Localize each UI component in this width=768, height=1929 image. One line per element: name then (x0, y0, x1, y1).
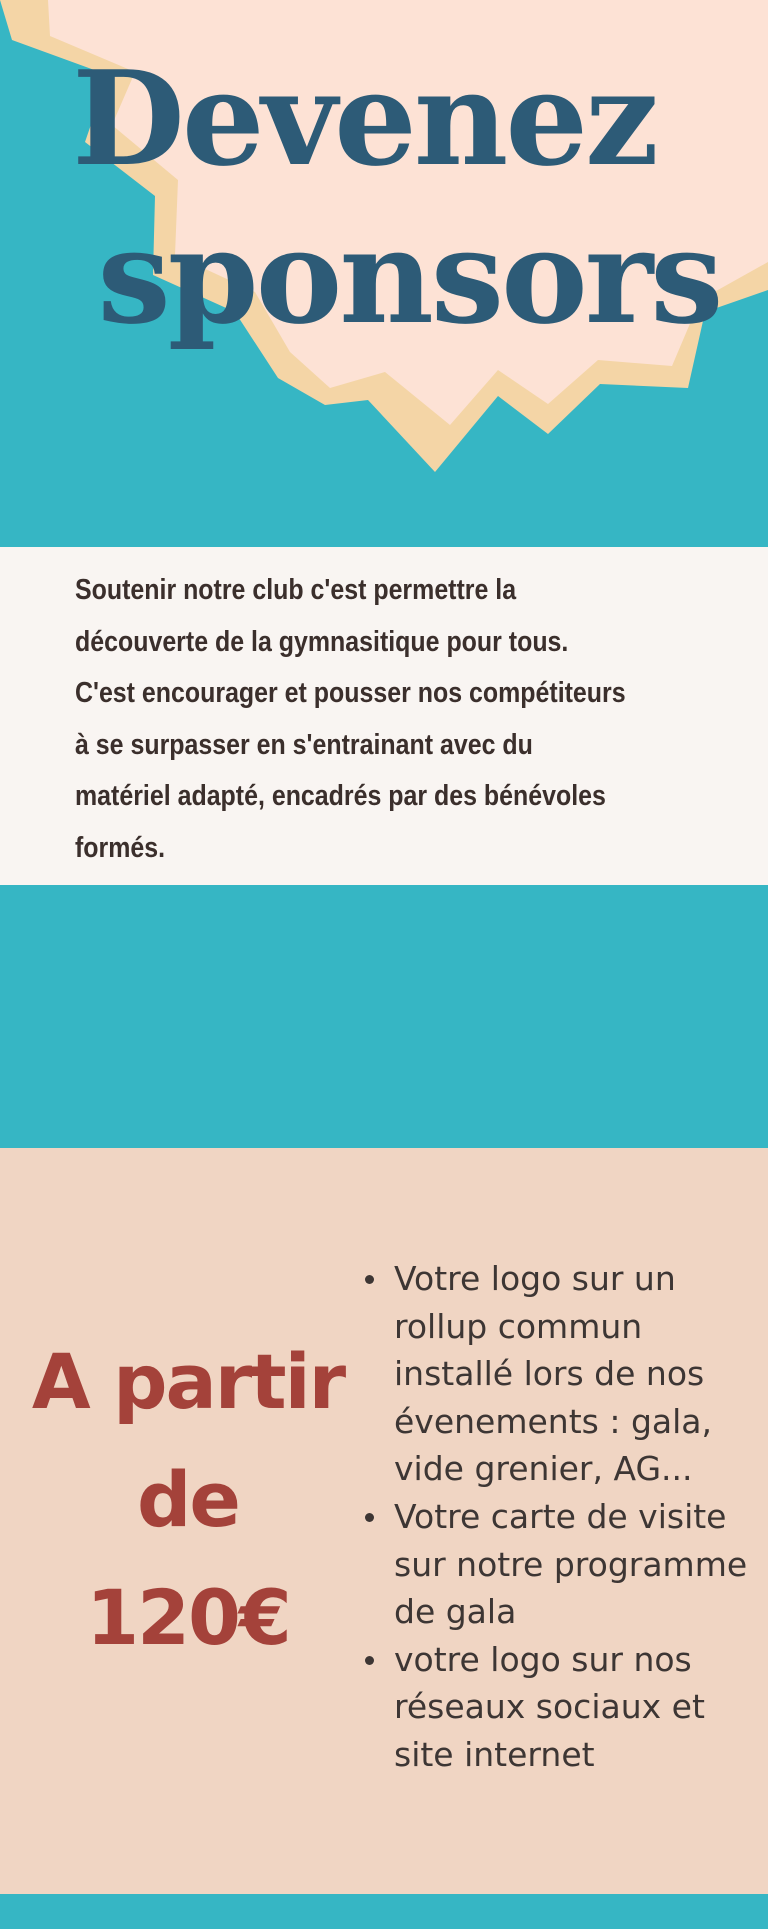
intro-section (0, 547, 768, 885)
benefit-text: Votre carte de visite sur notre programme de gala (394, 1496, 748, 1632)
bullet-icon (365, 1656, 374, 1665)
bullet-icon (365, 1513, 374, 1522)
benefit-text: votre logo sur nos réseaux sociaux et site internet (394, 1639, 705, 1774)
intro-text: Soutenir notre club c'est permettre la découverte de la gymnasitique pour tous. C'est encourager et pousser nos compétiteurs à se surpasser en s'entrainant avec du matériel adapté, encadrés par des bénévoles formés. (75, 574, 626, 864)
teal-spacer-band (0, 885, 768, 1148)
benefits-list (359, 1255, 768, 1779)
footer-band (0, 1894, 768, 1929)
price-heading (15, 1323, 361, 1677)
bullet-icon (365, 1275, 374, 1284)
benefit-item (359, 1493, 768, 1636)
benefit-item (359, 1255, 768, 1493)
hero-section (0, 0, 768, 547)
benefit-text: Votre logo sur un rollup commun installé lors de nos évenements : gala, vide grenier, AG... (394, 1259, 712, 1489)
title-line-2: sponsors (97, 200, 721, 353)
price-line-2: de (137, 1455, 239, 1544)
price-line-1: A partir (31, 1337, 345, 1426)
price-line-3: 120€ (86, 1573, 290, 1662)
benefit-item (359, 1636, 768, 1779)
title-line-1: Devenez (72, 42, 656, 195)
offer-section (0, 1148, 768, 1894)
page-title (0, 40, 768, 356)
